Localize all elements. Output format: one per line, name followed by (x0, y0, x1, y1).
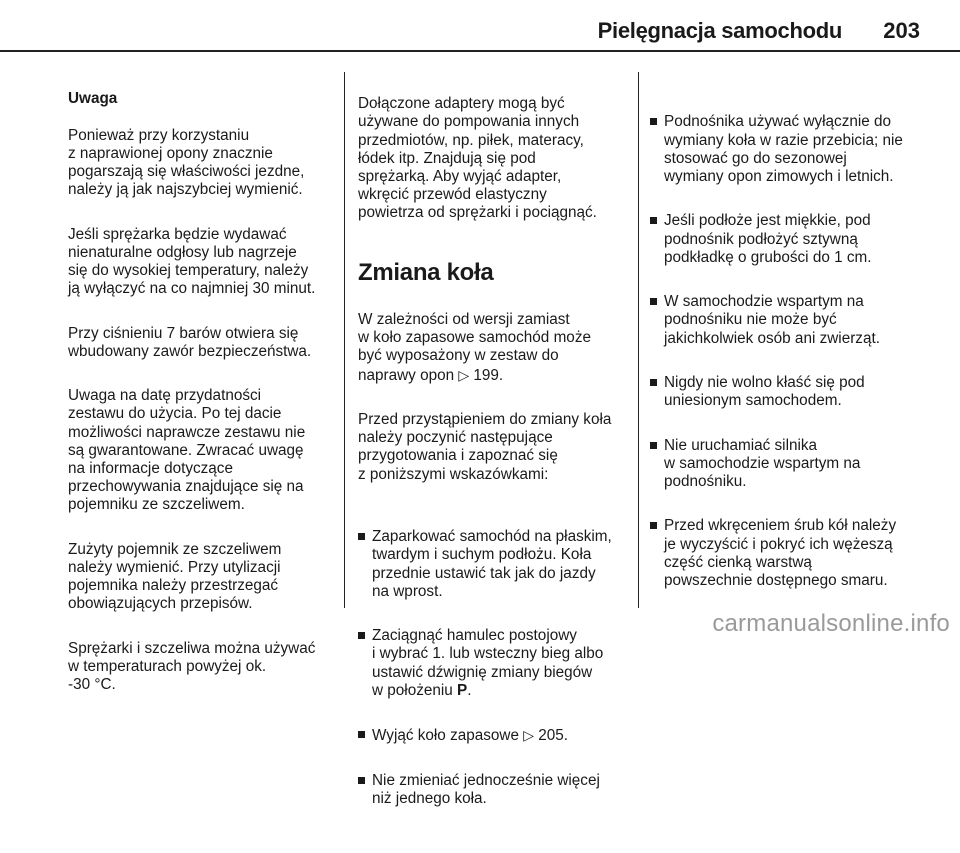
column-divider-1 (344, 72, 345, 608)
list-item-end: . (467, 681, 472, 699)
header-rule (0, 50, 960, 52)
column-divider-2 (638, 72, 639, 608)
paragraph: Sprężarki i szczeliwa można używać w temperaturach powyżej ok. -30 °C. (68, 639, 316, 694)
page-reference[interactable]: 205. (538, 727, 569, 745)
paragraph: Przy ciśnieniu 7 barów otwiera się wbudowany zawór bezpieczeństwa. (68, 324, 312, 360)
list-item (358, 772, 628, 808)
bullet-icon (650, 442, 657, 449)
triangle-ref-icon: ▷ (458, 366, 470, 383)
paragraph: Uwaga na datę przydatności zestawu do użycia. Po tej dacie możliwości naprawcze zestawu nie są gwarantowane. Zwracać uwagę na informacje dotyczące przechowywania znajdujące się na pojemniku ze szczeliwem. (68, 387, 306, 514)
list-item (650, 212, 935, 267)
list-item (650, 517, 935, 590)
list-item-text: Przed wkręceniem śrub kół należy je wyczyścić i pokryć ich wężeszą część cienką warstwą powszechnie dostępnego smaru. (664, 517, 897, 590)
list-item (650, 374, 935, 410)
list-item (358, 726, 628, 745)
bullet-icon (650, 522, 657, 529)
list-item-text: Podnośnika używać wyłącznie do wymiany koła w razie przebicia; nie stosować go do sezonowej wymiany opon zimowych i letnich. (664, 113, 903, 186)
column-1 (68, 72, 338, 721)
triangle-ref-icon: ▷ (523, 727, 534, 744)
list-item-text: Nigdy nie wolno kłaść się pod uniesionym samochodem. (664, 374, 865, 410)
bullet-icon (358, 731, 365, 738)
paragraph (358, 311, 628, 385)
page-header (0, 0, 960, 52)
bullet-icon (650, 217, 657, 224)
list-item (358, 528, 628, 601)
watermark: carmanualsonline.info (712, 610, 950, 637)
bullet-icon (650, 118, 657, 125)
bullet-icon (650, 379, 657, 386)
bullet-icon (650, 298, 657, 305)
section-title: Zmiana koła (358, 258, 494, 286)
paragraph: Przed przystąpieniem do zmiany koła należy poczynić następujące przygotowania i zapoznać się z poniższymi wskazówkami: (358, 411, 612, 483)
paragraph: Zużyty pojemnik ze szczeliwem należy wymienić. Przy utylizacji pojemnika należy przestrzegać obowiązujących przepisów. (68, 540, 282, 613)
bullet-icon (358, 777, 365, 784)
list-item-text: Nie zmieniać jednocześnie więcej niż jednego koła. (372, 771, 600, 807)
paragraph: Dołączone adaptery mogą być używane do pompowania innych przedmiotów, np. piłek, materacy, łódek itp. Znajdują się pod sprężarką. Aby wyjąć adapter, wkręcić przewód elastyczny powietrza od sprężarki i pociągnąć. (358, 95, 597, 222)
list-item (650, 293, 935, 348)
list-item (650, 113, 935, 186)
bullet-list (358, 510, 628, 834)
list-item-text: W samochodzie wspartym na podnośniku nie może być jakichkolwiek osób ani zwierząt. (664, 293, 880, 347)
note-text: Ponieważ przy korzystaniu z naprawionej opony znacznie pogarszają się właściwości jezdne, należy ją jak najszybciej wymienić. (68, 126, 305, 199)
bullet-list (650, 95, 935, 616)
column-2 (358, 77, 628, 853)
list-item (650, 437, 935, 492)
list-item-text: Zaciągnąć hamulec postojowy i wybrać 1. lub wsteczny bieg albo ustawić dźwignię zmiany biegów w położeniu (372, 627, 604, 699)
page-reference[interactable]: 199. (473, 366, 504, 384)
bullet-icon (358, 533, 365, 540)
page-number: 203 (883, 18, 920, 43)
list-item-text: Wyjąć koło zapasowe (372, 727, 524, 745)
note-title: Uwaga (68, 90, 118, 108)
list-item-text: Jeśli podłoże jest miękkie, pod podnośnik podłożyć sztywną podkładkę o grubości do 1 cm. (664, 212, 872, 266)
column-3 (650, 77, 935, 635)
page-title: Pielęgnacja samochodu (597, 18, 842, 43)
list-item-text: Zaparkować samochód na płaskim, twardym i suchym podłożu. Koła przednie ustawić tak jak do jazdy na wprost. (372, 528, 612, 600)
list-item (358, 627, 628, 700)
paragraph-text: W zależności od wersji zamiast w koło zapasowe samochód może być wyposażony w zestaw do naprawy opon (358, 311, 591, 384)
gear-position-p: P (457, 681, 468, 699)
paragraph: Jeśli sprężarka będzie wydawać nienaturalne odgłosy lub nagrzeje się do wysokiej temperatury, należy ją wyłączyć na co najmniej 30 minut. (68, 225, 316, 298)
list-item-text: Nie uruchamiać silnika w samochodzie wspartym na podnośniku. (664, 436, 861, 491)
bullet-icon (358, 632, 365, 639)
